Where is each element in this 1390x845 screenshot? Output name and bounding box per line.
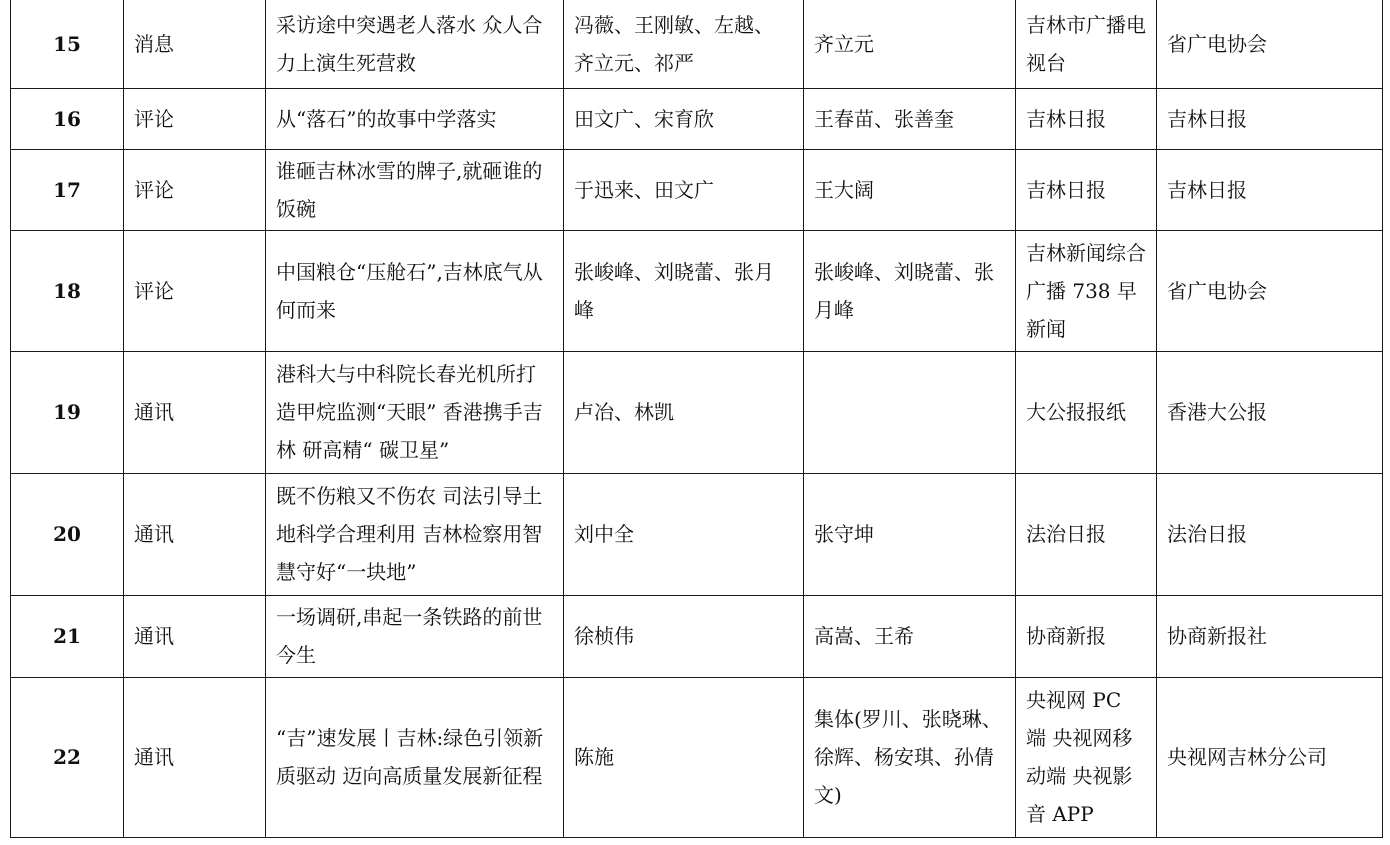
entry-editors: 王大阔 bbox=[804, 149, 1016, 230]
entry-editors: 齐立元 bbox=[804, 0, 1016, 88]
table-row bbox=[11, 595, 1383, 677]
table-row bbox=[11, 473, 1383, 595]
entry-title: 一场调研,串起一条铁路的前世今生 bbox=[266, 595, 564, 677]
entry-publisher: 大公报报纸 bbox=[1016, 351, 1157, 473]
table-row bbox=[11, 230, 1383, 351]
entry-title: 中国粮仓“压舱石”,吉林底气从何而来 bbox=[266, 230, 564, 351]
entry-editors: 集体(罗川、张晓琳、徐辉、杨安琪、孙倩文) bbox=[804, 677, 1016, 837]
entry-authors: 卢冶、林凯 bbox=[564, 351, 804, 473]
table-row bbox=[11, 149, 1383, 230]
entry-publisher: 协商新报 bbox=[1016, 595, 1157, 677]
table-row bbox=[11, 351, 1383, 473]
entry-title: 既不伤粮又不伤农 司法引导土地科学合理利用 吉林检察用智慧守好“一块地” bbox=[266, 473, 564, 595]
entry-authors: 张峻峰、刘晓蕾、张月峰 bbox=[564, 230, 804, 351]
entry-title: 采访途中突遇老人落水 众人合力上演生死营救 bbox=[266, 0, 564, 88]
entry-number: 21 bbox=[11, 595, 124, 677]
entry-editors: 王春苗、张善奎 bbox=[804, 88, 1016, 149]
entry-nominator: 省广电协会 bbox=[1157, 0, 1383, 88]
entry-nominator: 吉林日报 bbox=[1157, 88, 1383, 149]
entry-editors: 张守坤 bbox=[804, 473, 1016, 595]
entry-authors: 田文广、宋育欣 bbox=[564, 88, 804, 149]
award-entries-table bbox=[10, 0, 1383, 838]
entry-publisher: 吉林新闻综合广播 738 早新闻 bbox=[1016, 230, 1157, 351]
entry-editors: 高嵩、王希 bbox=[804, 595, 1016, 677]
entry-authors: 于迅来、田文广 bbox=[564, 149, 804, 230]
entry-nominator: 央视网吉林分公司 bbox=[1157, 677, 1383, 837]
table-row bbox=[11, 0, 1383, 88]
entry-publisher: 吉林日报 bbox=[1016, 88, 1157, 149]
entry-number: 22 bbox=[11, 677, 124, 837]
entry-title: “吉”速发展丨吉林:绿色引领新质驱动 迈向高质量发展新征程 bbox=[266, 677, 564, 837]
entry-authors: 冯薇、王刚敏、左越、齐立元、祁严 bbox=[564, 0, 804, 88]
table-row bbox=[11, 677, 1383, 837]
entry-category: 评论 bbox=[124, 230, 266, 351]
entry-category: 通讯 bbox=[124, 473, 266, 595]
entry-nominator: 协商新报社 bbox=[1157, 595, 1383, 677]
entry-number: 15 bbox=[11, 0, 124, 88]
entry-publisher: 央视网 PC 端 央视网移动端 央视影音 APP bbox=[1016, 677, 1157, 837]
entry-category: 通讯 bbox=[124, 595, 266, 677]
entry-title: 谁砸吉林冰雪的牌子,就砸谁的饭碗 bbox=[266, 149, 564, 230]
entry-authors: 刘中全 bbox=[564, 473, 804, 595]
entry-nominator: 省广电协会 bbox=[1157, 230, 1383, 351]
entry-publisher: 吉林市广播电视台 bbox=[1016, 0, 1157, 88]
entry-title: 港科大与中科院长春光机所打造甲烷监测“天眼” 香港携手吉林 研高精“ 碳卫星” bbox=[266, 351, 564, 473]
entry-category: 评论 bbox=[124, 149, 266, 230]
entry-title: 从“落石”的故事中学落实 bbox=[266, 88, 564, 149]
entry-number: 16 bbox=[11, 88, 124, 149]
entry-editors bbox=[804, 351, 1016, 473]
entry-publisher: 吉林日报 bbox=[1016, 149, 1157, 230]
entry-category: 通讯 bbox=[124, 351, 266, 473]
entry-nominator: 香港大公报 bbox=[1157, 351, 1383, 473]
entry-authors: 陈施 bbox=[564, 677, 804, 837]
entry-number: 17 bbox=[11, 149, 124, 230]
entry-publisher: 法治日报 bbox=[1016, 473, 1157, 595]
entry-number: 19 bbox=[11, 351, 124, 473]
entry-category: 消息 bbox=[124, 0, 266, 88]
entry-nominator: 吉林日报 bbox=[1157, 149, 1383, 230]
entry-editors: 张峻峰、刘晓蕾、张月峰 bbox=[804, 230, 1016, 351]
table-row bbox=[11, 88, 1383, 149]
entry-nominator: 法治日报 bbox=[1157, 473, 1383, 595]
entry-category: 通讯 bbox=[124, 677, 266, 837]
entry-number: 20 bbox=[11, 473, 124, 595]
entry-category: 评论 bbox=[124, 88, 266, 149]
entry-authors: 徐桢伟 bbox=[564, 595, 804, 677]
entry-number: 18 bbox=[11, 230, 124, 351]
